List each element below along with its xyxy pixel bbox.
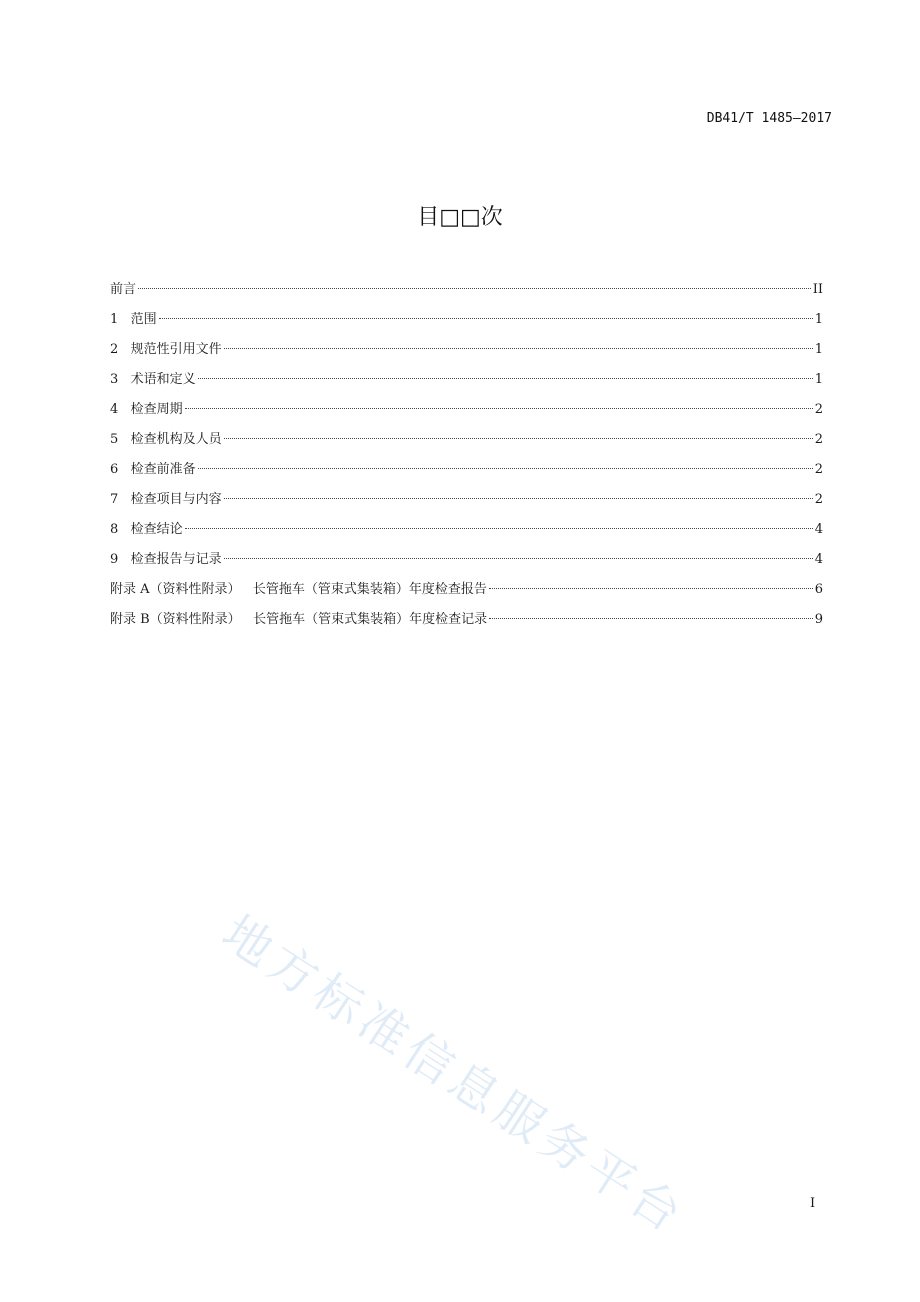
- toc-entry-scope[interactable]: [110, 305, 823, 335]
- toc-leader-dots: [185, 528, 813, 529]
- toc-entry-report-records[interactable]: [110, 545, 823, 575]
- document-code: DB41/T 1485—2017: [706, 111, 832, 126]
- toc-entry-label: 附录 A（资料性附录） 长管拖车（管束式集装箱）年度检查报告: [110, 582, 487, 597]
- toc-title: 目□□次: [417, 205, 503, 230]
- toc-leader-dots: [224, 498, 813, 499]
- toc-entry-appendix-a[interactable]: [110, 575, 823, 605]
- toc-entry-label: 4 检查周期: [110, 402, 183, 417]
- toc-entry-page: 6: [814, 582, 823, 597]
- toc-entry-label: 2 规范性引用文件: [110, 342, 222, 357]
- toc-entry-inspection-body[interactable]: [110, 425, 823, 455]
- toc-entry-page: 1: [814, 312, 823, 327]
- toc-leader-dots: [138, 288, 811, 289]
- toc-entry-label: 9 检查报告与记录: [110, 552, 222, 567]
- toc-entry-label: 3 术语和定义: [110, 372, 196, 387]
- toc-entry-inspection-items[interactable]: [110, 485, 823, 515]
- toc-leader-dots: [159, 318, 813, 319]
- toc-entry-label: 6 检查前准备: [110, 462, 196, 477]
- watermark-text: 地方标准信息服务平台: [212, 904, 696, 1246]
- toc-entry-label: 前言: [110, 282, 137, 297]
- toc-leader-dots: [198, 468, 813, 469]
- table-of-contents: [110, 275, 823, 635]
- toc-leader-dots: [224, 348, 813, 349]
- page-number: I: [810, 1196, 816, 1211]
- toc-entry-page: 2: [814, 432, 823, 447]
- toc-leader-dots: [198, 378, 813, 379]
- toc-entry-page: 1: [814, 342, 823, 357]
- toc-entry-page: 4: [814, 552, 823, 567]
- toc-entry-label: 1 范围: [110, 312, 157, 327]
- toc-leader-dots: [185, 408, 813, 409]
- toc-entry-page: 4: [814, 522, 823, 537]
- toc-entry-page: 1: [814, 372, 823, 387]
- toc-entry-page: 2: [814, 462, 823, 477]
- toc-entry-appendix-b[interactable]: [110, 605, 823, 635]
- toc-entry-foreword[interactable]: [110, 275, 823, 305]
- toc-entry-page: II: [812, 282, 823, 297]
- toc-entry-preparation[interactable]: [110, 455, 823, 485]
- toc-entry-conclusion[interactable]: [110, 515, 823, 545]
- toc-leader-dots: [489, 588, 813, 589]
- toc-entry-page: 9: [814, 612, 823, 627]
- toc-entry-label: 8 检查结论: [110, 522, 183, 537]
- toc-entry-label: 7 检查项目与内容: [110, 492, 222, 507]
- toc-leader-dots: [489, 618, 813, 619]
- toc-entry-page: 2: [814, 402, 823, 417]
- toc-entry-terms-definitions[interactable]: [110, 365, 823, 395]
- toc-entry-page: 2: [814, 492, 823, 507]
- toc-entry-inspection-cycle[interactable]: [110, 395, 823, 425]
- toc-entry-label: 5 检查机构及人员: [110, 432, 222, 447]
- toc-entry-label: 附录 B（资料性附录） 长管拖车（管束式集装箱）年度检查记录: [110, 612, 488, 627]
- toc-leader-dots: [224, 558, 813, 559]
- toc-entry-normative-references[interactable]: [110, 335, 823, 365]
- toc-leader-dots: [224, 438, 813, 439]
